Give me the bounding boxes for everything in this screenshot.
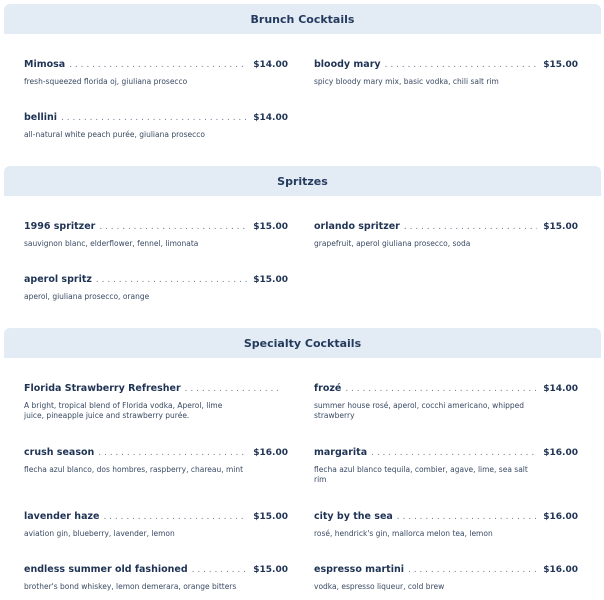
section-title: Brunch Cocktails bbox=[250, 12, 355, 26]
item-description: fresh-squeezed florida oj, giuliana prosecco bbox=[24, 77, 188, 86]
section-header-brunch-cocktails bbox=[4, 4, 601, 34]
item-price: $15.00 bbox=[253, 222, 288, 232]
menu-item bbox=[314, 510, 578, 539]
item-description: rosé, hendrick's gin, mallorca melon tea, lemon bbox=[314, 529, 493, 538]
menu-item bbox=[314, 446, 578, 485]
item-description: flecha azul blanco, dos hombres, raspberry, chareau, mint bbox=[24, 465, 244, 474]
leader-dots bbox=[404, 220, 537, 234]
item-name: Mimosa bbox=[24, 59, 66, 70]
item-description: A bright, tropical blend of Florida vodka, Aperol, lime juice, pineapple juice and strawberry purée. bbox=[24, 401, 223, 420]
item-price: $14.00 bbox=[253, 113, 288, 123]
section-header-specialty-cocktails bbox=[4, 328, 601, 358]
item-description: aperol, giuliana prosecco, orange bbox=[24, 292, 150, 301]
item-price: $15.00 bbox=[253, 565, 288, 575]
menu-item bbox=[24, 273, 288, 302]
item-name: city by the sea bbox=[314, 511, 393, 522]
item-name: Florida Strawberry Refresher bbox=[24, 383, 181, 394]
item-name: aperol spritz bbox=[24, 274, 92, 285]
item-description: all-natural white peach purée, giuliana prosecco bbox=[24, 130, 205, 139]
item-price: $16.00 bbox=[543, 565, 578, 575]
item-price: $14.00 bbox=[253, 60, 288, 70]
leader-dots bbox=[408, 563, 537, 577]
leader-dots bbox=[61, 111, 247, 125]
item-price: $15.00 bbox=[253, 512, 288, 522]
leader-dots bbox=[99, 220, 247, 234]
menu-item bbox=[24, 446, 288, 475]
menu-item bbox=[24, 563, 288, 592]
item-description: brother's bond whiskey, lemon demerara, orange bitters bbox=[24, 582, 237, 591]
item-price: $15.00 bbox=[253, 275, 288, 285]
leader-dots bbox=[69, 58, 247, 72]
item-description: vodka, espresso liqueur, cold brew bbox=[314, 582, 445, 591]
item-name: crush season bbox=[24, 447, 95, 458]
leader-dots bbox=[385, 58, 538, 72]
menu-item bbox=[314, 382, 578, 421]
item-name: orlando spritzer bbox=[314, 221, 400, 232]
leader-dots bbox=[371, 446, 537, 460]
item-name: lavender haze bbox=[24, 511, 100, 522]
menu-item bbox=[314, 220, 578, 249]
item-description: summer house rosé, aperol, cocchi americano, whipped strawberry bbox=[314, 401, 525, 420]
menu-item bbox=[24, 111, 288, 140]
leader-dots bbox=[397, 510, 537, 524]
section-title: Specialty Cocktails bbox=[243, 336, 362, 350]
menu-item bbox=[24, 510, 288, 539]
menu-item bbox=[24, 58, 288, 87]
item-description: aviation gin, blueberry, lavender, lemon bbox=[24, 529, 175, 538]
section-title: Spritzes bbox=[277, 174, 328, 188]
leader-dots bbox=[98, 446, 247, 460]
section-header-spritzes bbox=[4, 166, 601, 196]
item-name: espresso martini bbox=[314, 564, 404, 575]
item-name: endless summer old fashioned bbox=[24, 564, 188, 575]
item-price: $15.00 bbox=[543, 222, 578, 232]
leader-dots bbox=[192, 563, 248, 577]
leader-dots bbox=[345, 382, 537, 396]
menu-item bbox=[314, 58, 578, 87]
item-price: $16.00 bbox=[543, 448, 578, 458]
item-description: spicy bloody mary mix, basic vodka, chili salt rim bbox=[314, 77, 499, 86]
item-price: $16.00 bbox=[253, 448, 288, 458]
item-name: 1996 spritzer bbox=[24, 221, 96, 232]
item-price: $14.00 bbox=[543, 384, 578, 394]
item-price: $16.00 bbox=[543, 512, 578, 522]
item-name: bellini bbox=[24, 112, 58, 123]
menu-item bbox=[24, 220, 288, 249]
item-description: grapefruit, aperol giuliana prosecco, soda bbox=[314, 239, 471, 248]
item-name: frozé bbox=[314, 383, 342, 394]
item-description: sauvignon blanc, elderflower, fennel, limonata bbox=[24, 239, 199, 248]
item-name: margarita bbox=[314, 447, 368, 458]
leader-dots bbox=[96, 273, 247, 287]
item-name: bloody mary bbox=[314, 59, 381, 70]
menu-item bbox=[24, 382, 288, 421]
leader-dots bbox=[185, 382, 282, 396]
item-price: $15.00 bbox=[543, 60, 578, 70]
item-description: flecha azul blanco tequila, combier, agave, lime, sea salt rim bbox=[314, 465, 528, 484]
leader-dots bbox=[103, 510, 247, 524]
menu-item bbox=[314, 563, 578, 592]
